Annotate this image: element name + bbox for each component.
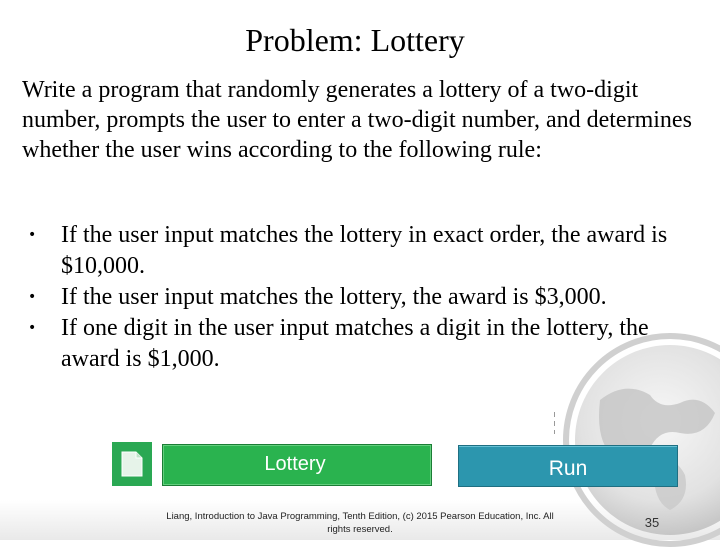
dashed-divider bbox=[554, 412, 555, 434]
citation-line: rights reserved. bbox=[327, 524, 393, 535]
bullet-marker: • bbox=[28, 289, 37, 305]
source-file-button[interactable] bbox=[112, 442, 152, 486]
citation bbox=[140, 510, 580, 536]
citation-line: Liang, Introduction to Java Programming, Tenth Edition, (c) 2015 Pearson Education, Inc. All bbox=[166, 511, 554, 522]
lottery-button-label: Lottery bbox=[264, 453, 326, 475]
rules-list bbox=[28, 220, 688, 375]
document-icon bbox=[121, 451, 143, 477]
rule-item bbox=[28, 220, 688, 282]
lottery-button[interactable] bbox=[162, 444, 432, 486]
run-button[interactable] bbox=[458, 445, 678, 487]
page-number: 35 bbox=[644, 515, 660, 530]
problem-description: Write a program that randomly generates a lottery of a two-digit number, prompts the user to enter a two-digit number, and determines whether the user wins according to the following rule: bbox=[22, 77, 692, 163]
rule-text: If the user input matches the lottery in exact order, the award is $10,000. bbox=[61, 222, 668, 279]
rule-item bbox=[28, 282, 688, 313]
slide-title: Problem: Lottery bbox=[245, 22, 465, 58]
bullet-marker: • bbox=[28, 227, 37, 243]
bullet-marker: • bbox=[28, 320, 37, 336]
rule-text: If one digit in the user input matches a digit in the lottery, the award is $1,000. bbox=[61, 315, 649, 372]
rule-text: If the user input matches the lottery, the award is $3,000. bbox=[61, 284, 607, 310]
run-button-label: Run bbox=[548, 457, 588, 480]
rule-item bbox=[28, 313, 688, 375]
